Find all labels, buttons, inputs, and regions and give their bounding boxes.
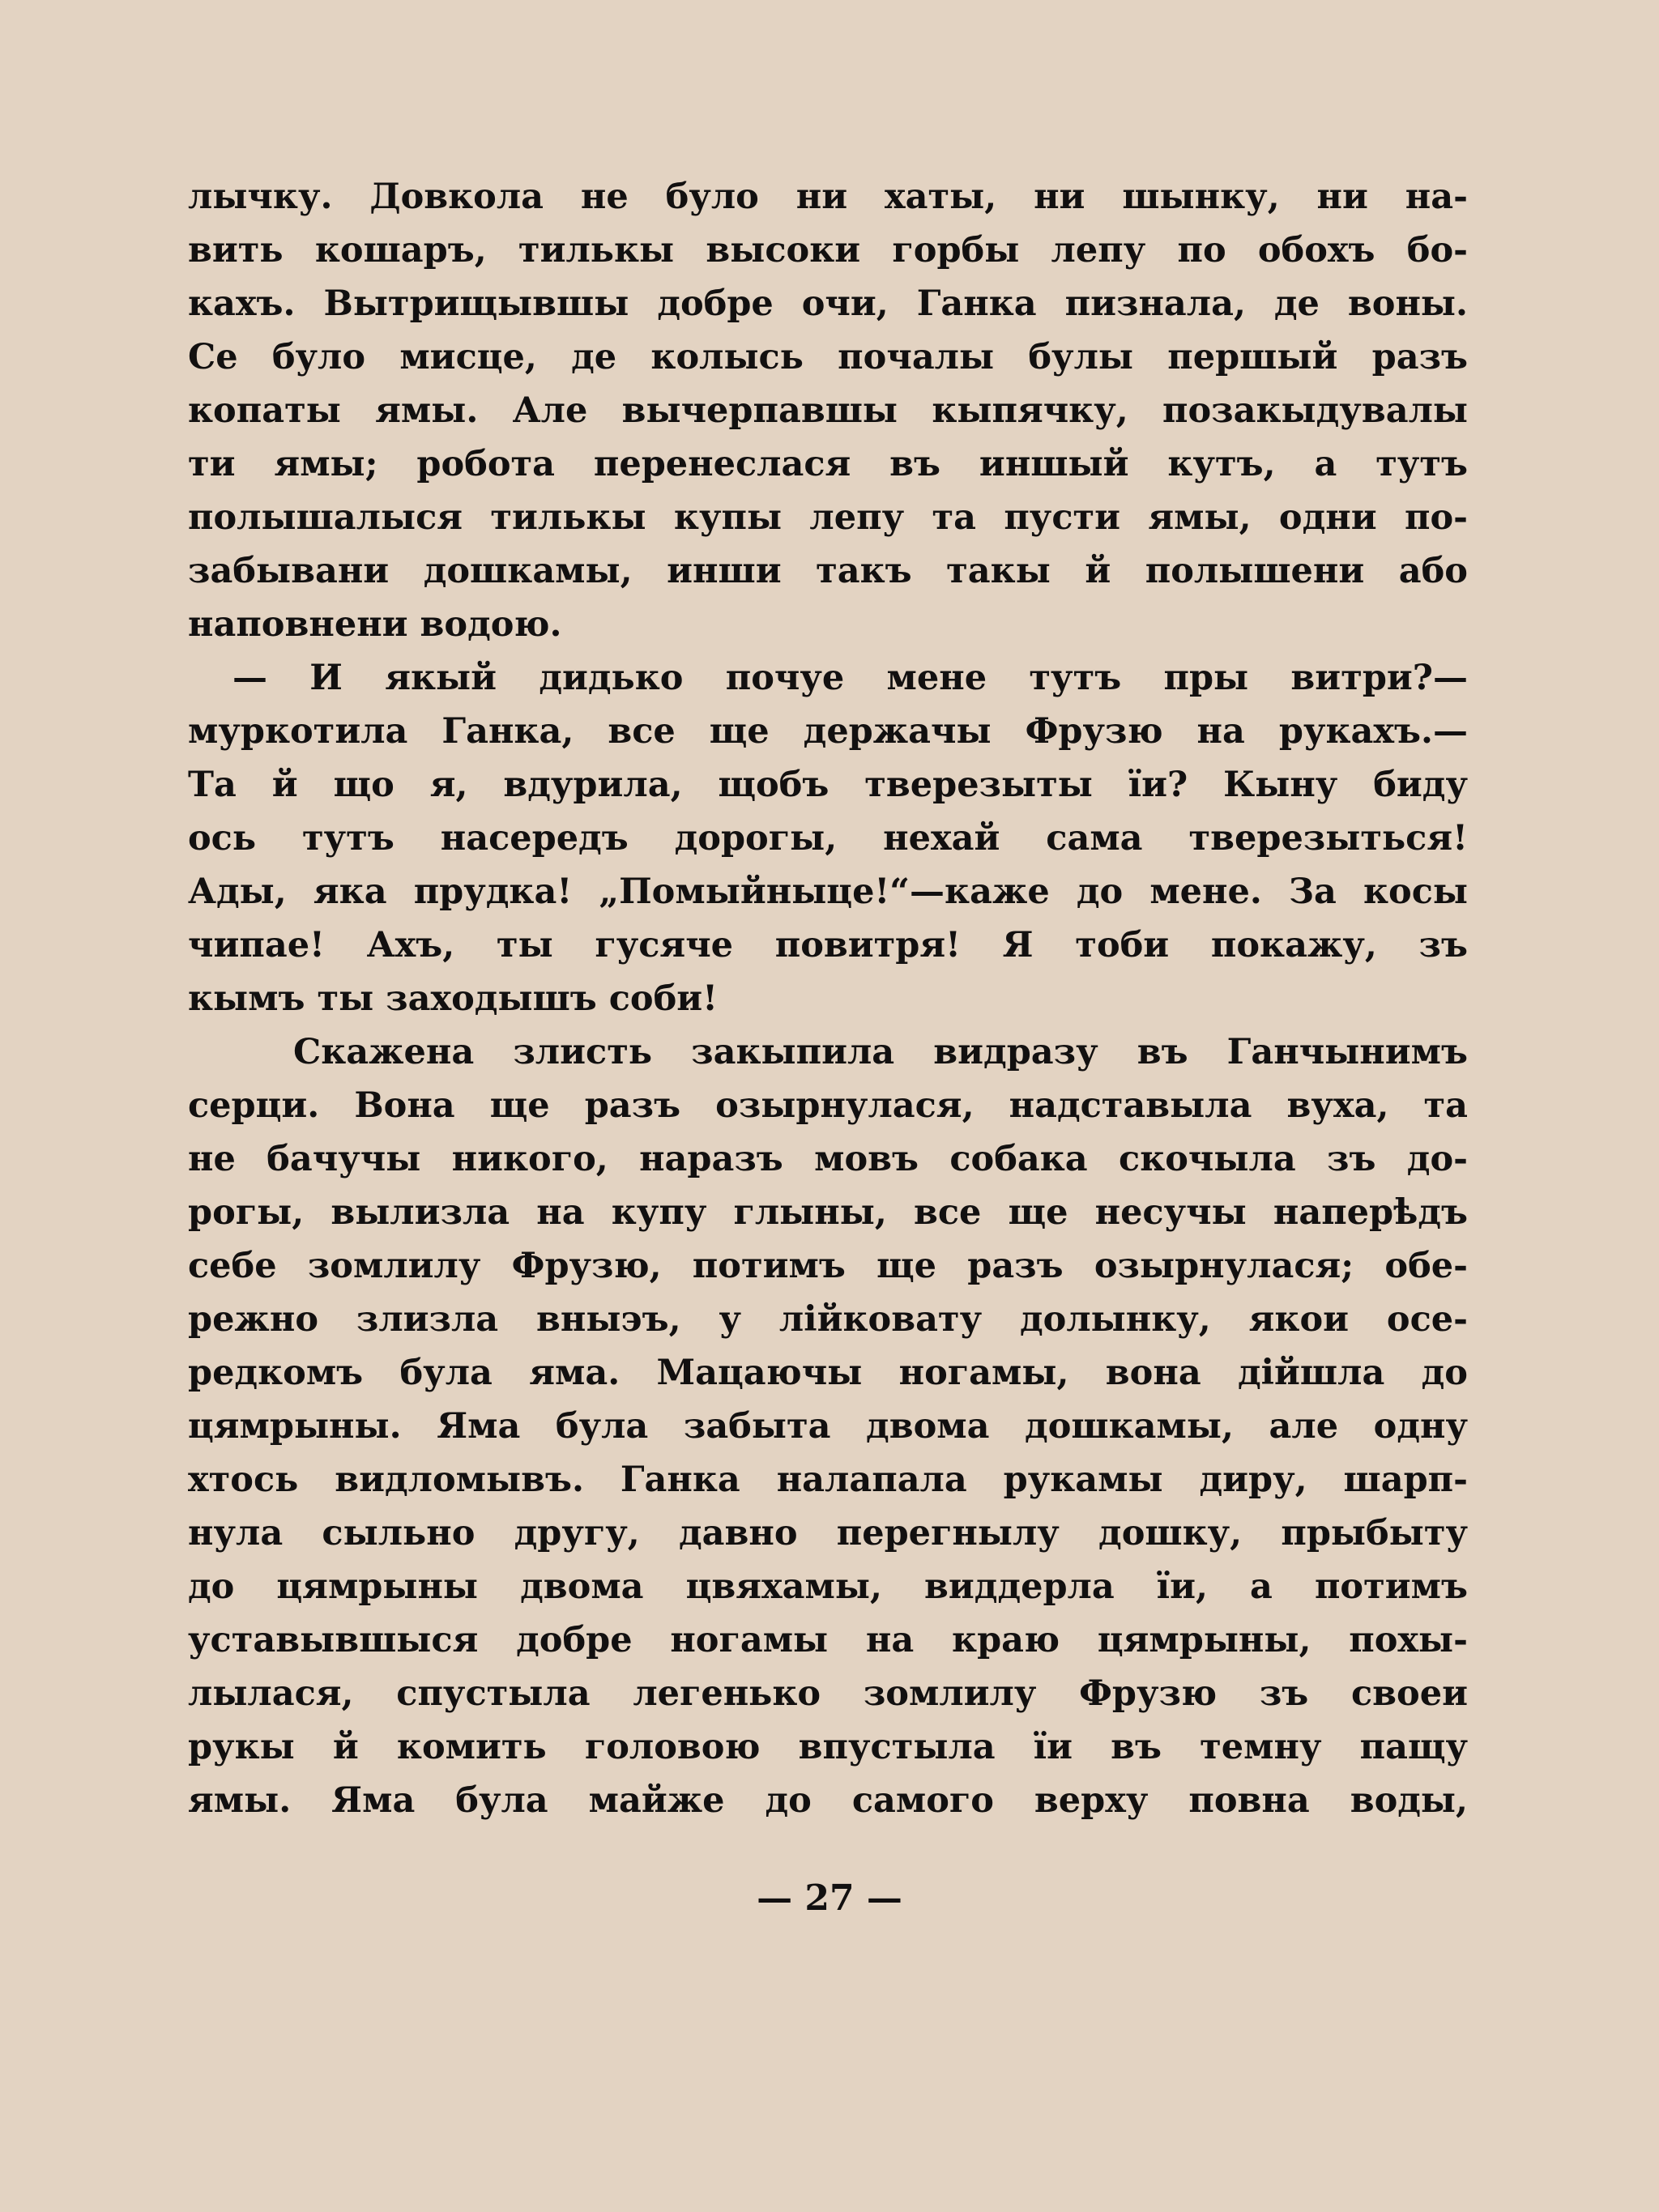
- text-line: редкомъ була яма. Мацаючы ногамы, вона дiйшла до: [188, 1353, 1468, 1393]
- text-line: серци. Вона ще разъ озырнулася, надставыла вуха, та: [188, 1085, 1468, 1126]
- text-line: Се було мисце, де колысь почалы булы першый разъ: [188, 337, 1468, 377]
- text-line: Ады, яка прудка! „Помыйныце!“—каже до мене. За косы: [188, 872, 1468, 912]
- text-line: — И якый дидько почуе мене тутъ пры витри?—: [232, 658, 1468, 698]
- text-line: забывани дошкамы, инши такъ такы й полышени або: [188, 551, 1468, 591]
- text-line: полышалыся тилькы купы лепу та пусти ямы, одни по-: [188, 497, 1468, 538]
- text-line: ямы. Яма була майже до самого верху повна воды,: [188, 1780, 1468, 1821]
- text-line: хтось видломывъ. Ганка налапала рукамы диру, шарп-: [188, 1460, 1468, 1500]
- text-line: лычку. Довкола не було ни хаты, ни шынку, ни на-: [188, 177, 1468, 217]
- text-line: до цямрыны двома цвяхамы, виддерла ïи, а потимъ: [188, 1566, 1468, 1607]
- text-line: рукы й комить головою впустыла ïи въ темну пащу: [188, 1727, 1468, 1767]
- text-line: наповнени водою.: [188, 604, 562, 645]
- text-line: цямрыны. Яма була забыта двома дошкамы, але одну: [188, 1406, 1468, 1447]
- text-line: лылася, спустыла легенько зомлилу Фрузю зъ своеи: [188, 1673, 1468, 1714]
- text-line: не бачучы никого, наразъ мовъ собака скочыла зъ до-: [188, 1139, 1468, 1179]
- text-line: ти ямы; робота перенеслася въ иншый кутъ, а тутъ: [188, 444, 1468, 484]
- text-line: копаты ямы. Але вычерпавшы кыпячку, позакыдувалы: [188, 390, 1468, 431]
- text-line: кымъ ты заходышъ соби!: [188, 978, 719, 1019]
- text-line: уставывшыся добре ногамы на краю цямрыны, похы-: [188, 1620, 1468, 1660]
- text-line: себе зомлилу Фрузю, потимъ ще разъ озырнулася; обе-: [188, 1246, 1468, 1286]
- text-line: муркотила Ганка, все ще держачы Фрузю на рукахъ.—: [188, 711, 1468, 752]
- page-number: — 27 —: [757, 1877, 902, 1919]
- text-line: кахъ. Вытрищывшы добре очи, Ганка пизнала, де воны.: [188, 283, 1468, 324]
- text-line: рогы, вылизла на купу глыны, все ще несучы наперѣдъ: [188, 1192, 1468, 1233]
- text-line: чипае! Ахъ, ты гусяче повитря! Я тоби покажу, зъ: [188, 925, 1468, 965]
- text-line: Скажена злисть закыпила видразу въ Ганчынимъ: [293, 1032, 1468, 1072]
- text-line: ось тутъ насередъ дорогы, нехай сама тверезыться!: [188, 818, 1468, 859]
- text-line: нула сыльно другу, давно перегнылу дошку, прыбыту: [188, 1513, 1468, 1554]
- text-line: вить кошаръ, тилькы высоки горбы лепу по обохъ бо-: [188, 230, 1468, 271]
- body-text: [188, 170, 1468, 1827]
- text-line: режно злизла вныэъ, у лiйковату долынку, якои осе-: [188, 1299, 1468, 1340]
- text-line: Та й що я, вдурила, щобъ тверезыты ïи? Кыну биду: [188, 765, 1468, 805]
